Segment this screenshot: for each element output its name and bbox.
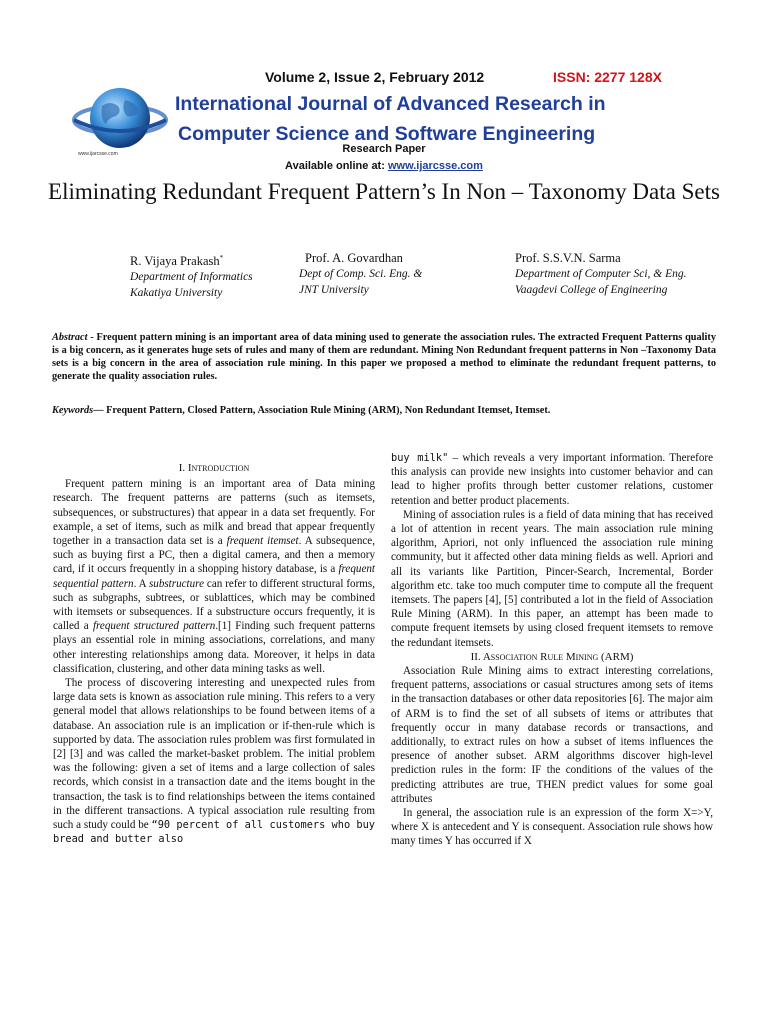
right-column <box>391 451 713 849</box>
paragraph-intro-3: buy milk" – which reveals a very important information. Therefore this analysis can provide new insights into customer behavior and can lead to higher profits through better customer relations, customer retention and better product placements. <box>391 452 713 507</box>
paper-title: Eliminating Redundant Frequent Pattern’s In Non – Taxonomy Data Sets <box>48 179 720 204</box>
journal-name-line-2: Computer Science and Software Engineering <box>178 123 596 145</box>
author-department: Department of Informatics <box>130 271 253 284</box>
section-heading-introduction: I. Introduction <box>178 462 250 474</box>
author-block-2 <box>299 250 422 298</box>
author-block-1 <box>130 250 253 301</box>
keywords-label: Keywords <box>52 405 94 416</box>
paragraph-arm-2: In general, the association rule is an expression of the form X=>Y, where X is antecedent and Y is consequent. Association rule shows how many times Y has occurred if X <box>391 807 713 848</box>
author-department: Dept of Comp. Sci. Eng. & <box>299 268 423 280</box>
author-block-3 <box>515 250 687 298</box>
author-department: Department of Computer Sci, & Eng. <box>515 268 687 280</box>
availability-label: Available online at: <box>285 160 388 172</box>
abstract-label: Abstract <box>52 332 88 343</box>
paragraph-intro-4: Mining of association rules is a field of data mining that has received a lot of attention in recent years. The main association rule mining algorithm, Apriori, not only influenced the association rule mining community, but it affected other data mining fields as well. Apriori and all its variants like Partition, Pincer-Search, Incremental, Border algorithm etc. take too much computer time to compute all the frequent itemsets. The papers [4], [5] contributed a lot in the field of Association Rule Mining (ARM). In this paper, an attempt has been made to compute frequent itemsets by using closed frequent itemsets to remove the redundant itemsets. <box>391 508 713 649</box>
abstract-text: - Frequent pattern mining is an important area of data mining used to generate the association rules. The extracted Frequent Patterns quality is a big concern, as it generates huge sets of rules and many of them are redundant. Mining Non Redundant frequent patterns in Non –Taxonomy Data sets is a big concern in the area of association rule mining. In this paper we proposed a method to eliminate the redundant frequent patterns, to generate the quality association rules. <box>52 332 716 382</box>
journal-name <box>175 89 695 149</box>
abstract <box>52 331 716 383</box>
paragraph-intro-2: The process of discovering interesting and unexpected rules from large data sets is known as association rule mining. This refers to a very general model that allows relationships to be found between items of a database. An association rule is an implication or if-then-rule which is supported by data. The association rules problem was first formulated in [2] [3] and was called the market-basket problem. The initial problem was the following: given a set of items and a large collection of sales records, which consist in a transaction date and the items bought in the transaction, the task is to find relationships between the items contained in the different transactions. A typical association rule resulting from such a study could be “90 percent of all customers who buy bread and butter also <box>53 677 375 846</box>
paragraph-intro-1: Frequent pattern mining is an important area of Data mining research. The frequent patterns are patterns (such as itemsets, subsequences, or substructures) that appear in a data set frequently. For example, a set of items, such as milk and bread that appear frequently together in a transaction data set is a frequent itemset. A subsequence, such as buying first a PC, then a digital camera, and then a memory card, if it occurs frequently in a shopping history database, is a frequent sequential pattern. A substructure can refer to different structural forms, such as subgraphs, subtrees, or sublattices, which may be combined with itemsets or subsequences. If a substructure occurs frequently, it is called a frequent structured pattern.[1] Finding such frequent patterns plays an essential role in mining associations, correlations, and many other interesting relationships among data. Moreover, it helps in data classification, clustering, and other data mining tasks as well. <box>53 478 375 675</box>
author-institution: Vaagdevi College of Engineering <box>515 284 668 296</box>
author-institution: Kakatiya University <box>130 287 223 300</box>
author-name: Prof. A. Govardhan <box>305 251 403 265</box>
keywords <box>52 404 716 417</box>
author-institution: JNT University <box>299 284 369 296</box>
author-name: R. Vijaya Prakash* <box>130 254 224 269</box>
availability-line <box>0 160 768 172</box>
paper-type-label: Research Paper <box>342 143 426 155</box>
left-column <box>53 451 375 846</box>
journal-volume: Volume 2, Issue 2, February 2012 <box>265 69 485 85</box>
author-name: Prof. S.S.V.N. Sarma <box>515 251 621 265</box>
logo-caption: www.ijarcsse.com <box>78 151 118 157</box>
section-heading-arm: II. Association Rule Mining (ARM) <box>470 650 634 663</box>
journal-name-line-1: International Journal of Advanced Research in <box>175 93 606 115</box>
journal-website-link[interactable]: www.ijarcsse.com <box>387 160 483 172</box>
journal-issn: ISSN: 2277 128X <box>553 69 662 85</box>
paragraph-arm-1: Association Rule Mining aims to extract interesting correlations, frequent patterns, associations or casual structures among sets of items in the transaction databases or other data repositories [6]. The major aim of ARM is to find the set of all subsets of items or attributes that frequently occur in many database records or transactions, and additionally, to extract rules on how a subset of items influences the presence of another subset. ARM algorithms discover high-level prediction rules in the form: IF the conditions of the values of the predicting attributes are true, THEN predict values for some goal attributes <box>391 665 713 805</box>
keywords-text: — Frequent Pattern, Closed Pattern, Association Rule Mining (ARM), Non Redundant Itemset, Itemset. <box>93 405 551 416</box>
